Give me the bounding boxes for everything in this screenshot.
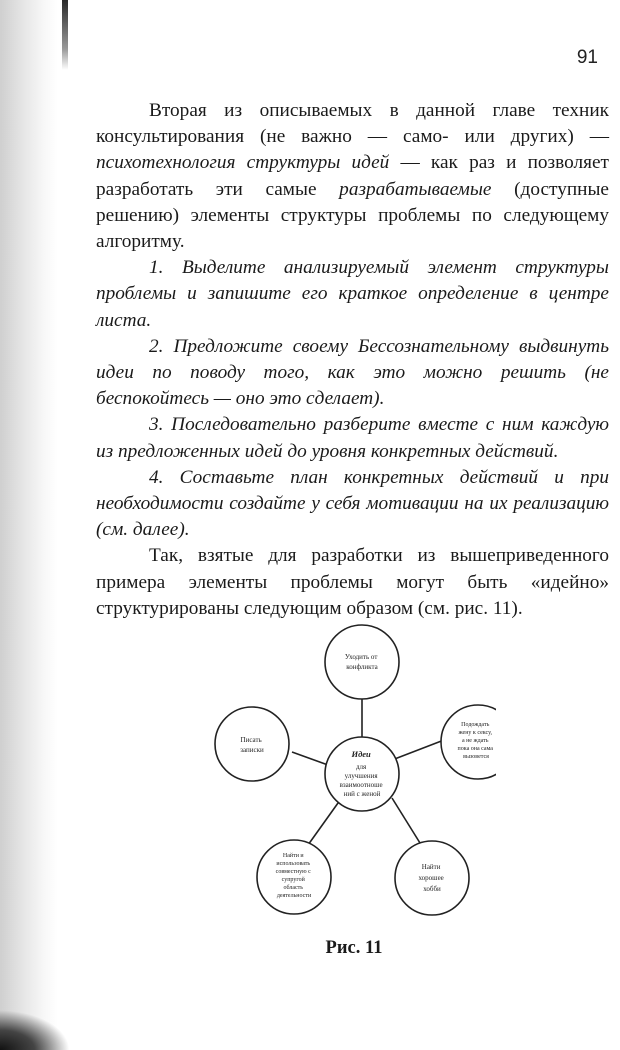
idea-line: хорошее	[418, 874, 444, 882]
center-title: Идеи	[351, 749, 371, 759]
idea-line: Писать	[240, 736, 262, 744]
center-line: взаимоотноше	[339, 781, 383, 789]
idea-line: Найти и	[282, 853, 304, 859]
idea-line: конфликта	[346, 663, 378, 671]
connector-right-lower	[392, 798, 420, 843]
idea-line: Уходить от	[344, 653, 378, 661]
idea-line: совместную с	[275, 869, 311, 875]
step-4: 4. Составьте план конкретных действий и при необходимости создайте у себя мотивации на их реализацию (см. далее).	[96, 466, 609, 541]
connector-left-lower	[308, 803, 338, 845]
intro-mid-text: — как раз и позволяет разработать эти самые	[96, 152, 609, 200]
intro-text: Вторая из описываемых в данной главе техник консультирования (не важно — само- или других) —	[96, 100, 609, 148]
page-corner-shadow	[0, 1010, 70, 1050]
center-line: ний с женой	[343, 790, 381, 798]
idea-line: вызовется	[463, 754, 489, 760]
intro-end-text: (доступные решению) элементы структуры проблемы по следующему алгоритму.	[96, 178, 609, 253]
page-spine-edge	[62, 0, 68, 70]
idea-structure-diagram	[196, 615, 496, 935]
idea-line: супругой	[281, 877, 305, 883]
idea-line: записки	[240, 746, 264, 754]
center-line: для	[355, 763, 367, 771]
idea-line: а не ждать	[461, 738, 489, 744]
idea-line: жену к сексу,	[458, 730, 493, 736]
step-2: 2. Предложите своему Бессознательному выдвинуть идеи по поводу того, как это можно решить (не беспокойтесь — оно это сделает).	[96, 335, 609, 410]
idea-circle-1	[325, 625, 399, 699]
page-number: 91	[576, 47, 598, 68]
idea-line: Подождать	[461, 722, 490, 728]
idea-line: использовать	[276, 861, 311, 867]
connector-left-upper	[292, 752, 328, 765]
step-1: 1. Выделите анализируемый элемент структуры проблемы и запишите его краткое определение в центре листа.	[96, 257, 609, 331]
idea-circle-5	[215, 707, 289, 781]
intro-term: психотехнология структуры идей	[96, 152, 390, 174]
idea-line: Найти	[421, 863, 441, 871]
conclusion-paragraph: Так, взятые для разработки из вышеприведенного примера элементы проблемы могут быть «идейно» структурированы следующим образом (см. рис. 11).	[96, 545, 609, 619]
diagram-svg	[196, 615, 496, 935]
center-line: улучшения	[344, 772, 378, 780]
intro-term-2: разрабатываемые	[339, 178, 492, 200]
idea-line: область	[283, 885, 304, 891]
idea-line: пока она сама	[457, 746, 493, 752]
idea-line: деятельности	[276, 893, 312, 899]
connector-right-upper	[392, 740, 444, 760]
intro-paragraph	[96, 98, 609, 255]
idea-line: хобби	[423, 885, 441, 893]
step-3: 3. Последовательно разберите вместе с ним каждую из предложенных идей до уровня конкретных действий.	[96, 414, 609, 462]
body-text	[96, 98, 609, 622]
page-spine-shadow	[0, 0, 58, 1050]
figure-caption: Рис. 11	[325, 938, 383, 958]
